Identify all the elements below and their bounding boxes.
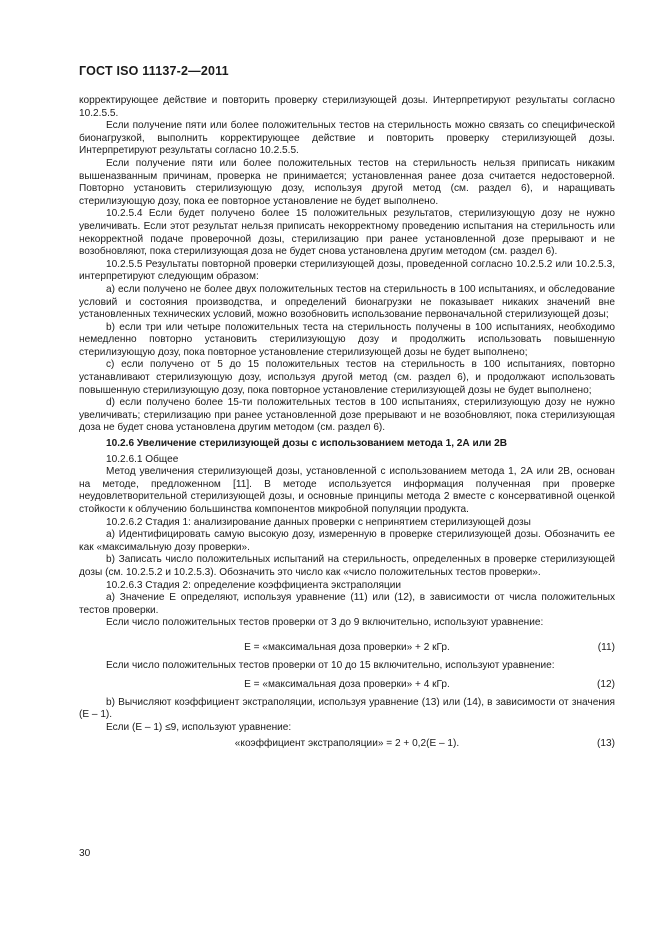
list-item-b: b) Вычисляют коэффициент экстраполяции, используя уравнение (13) или (14), в зависимости от значения (E – 1). — [79, 696, 615, 721]
formula-13 — [79, 738, 615, 751]
clause-10-2-5-4: 10.2.5.4 Если будет получено более 15 положительных результатов, стерилизующую дозу не нужно увеличивать. Если этот результат нельзя приписать некорректному проведению испытания на стерильность или некорректной подаче проверочной дозы, стерилизацию при ранее установленной дозе прерывают и не возобновляют, пока стерилизующая доза не будет снова установлена другим методом (см. раздел 6). — [79, 208, 615, 258]
list-item-d: d) если получено более 15-ти положительных тестов в 100 испытаниях, стерилизующую дозу не нужно увеличивать; стерилизацию при ранее установленной дозе прерывают и не возобновляют, пока стерилизующая доза не будет снова установлена другим методом (см. раздел 6). — [79, 397, 615, 434]
list-item-a: a) Значение E определяют, используя уравнение (11) или (12), в зависимости от числа положительных тестов проверки. — [79, 592, 615, 616]
list-item-a: a) если получено не более двух положительных тестов на стерильность в 100 испытаниях, и обследование условий и состояния производства, и определений бионагрузки не показывает никаких значений вне установленных технических условий, можно возобновить использование первоначальной стерилизующей дозы; — [79, 283, 615, 321]
list-item-c: c) если получено от 5 до 15 положительных тестов на стерильность в 100 испытаниях, повторно устанавливают стерилизующую дозу, используя другой метод (см. раздел 6), и продолжают использовать повышенную стерилизующую дозу, пока повторное установление стерилизующей дозы не будет выполнено; — [79, 359, 615, 396]
list-item-a: a) Идентифицировать самую высокую дозу, измеренную в проверке стерилизующей дозы. Обозначить ее как «максимальную дозу проверки». — [79, 529, 615, 553]
formula-text: E = «максимальная доза проверки» + 2 кГр. — [244, 641, 450, 653]
paragraph: Если получение пяти или более положительных тестов на стерильность нельзя приписать никаким вышеназванным причинам, проверка не принимается; установленная ранее доза считается недостоверной. Повторно установить стерилизующую дозу, используя другой метод (см. раздел 6), и наращивать стерилизующую дозу, пока ее повторное установление не будет выполнено. — [79, 157, 615, 207]
formula-number: (11) — [597, 641, 615, 653]
paragraph: Метод увеличения стерилизующей дозы, установленной с использованием метода 1, 2А или 2В, основан на методе, предложенном [11]. В методе используется информация полученная при проверке неудовлетворительной стерилизующей дозы, и основные принципы метода 2 вместе с консервативной оценкой стойкости к облучению большинства компонентов микробной популяции продукта. — [79, 466, 615, 515]
section-heading-10-2-6: 10.2.6 Увеличение стерилизующей дозы с использованием метода 1, 2А или 2В — [106, 438, 508, 450]
clause-10-2-5-5: 10.2.5.5 Результаты повторной проверки стерилизующей дозы, проведенной согласно 10.2.5.2 или 10.2.5.3, интерпретируют следующим образом: — [79, 258, 615, 283]
list-item-b: b) если три или четыре положительных теста на стерильность получены в 100 испытаниях, необходимо немедленно повторно установить стерилизующую дозу и продолжить использовать повышенную стерилизующую дозу, пока повторное установление стерилизующей дозы не будет выполнено; — [79, 321, 615, 358]
subsection-heading-10-2-6-2: 10.2.6.2 Стадия 1: анализирование данных проверки с непринятием стерилизующей дозы — [106, 516, 531, 528]
formula-number: (13) — [597, 738, 615, 750]
formula-text: E = «максимальная доза проверки» + 4 кГр. — [244, 678, 450, 690]
subsection-heading-10-2-6-1: 10.2.6.1 Общее — [106, 453, 179, 465]
formula-12 — [79, 679, 615, 692]
paragraph: Если (E – 1) ≤9, используют уравнение: — [106, 721, 292, 733]
page-number: 30 — [79, 848, 91, 859]
paragraph: Если число положительных тестов проверки от 10 до 15 включительно, используют уравнение: — [106, 659, 555, 671]
formula-number: (12) — [597, 678, 615, 690]
paragraph: Если число положительных тестов проверки от 3 до 9 включительно, используют уравнение: — [106, 617, 544, 629]
subsection-heading-10-2-6-3: 10.2.6.3 Стадия 2: определение коэффициента экстраполяции — [106, 579, 402, 591]
list-item-b: b) Записать число положительных испытаний на стерильность, определенных в проверке стерилизующей дозы (см. 10.2.5.2 и 10.2.5.3). Обозначить это число как «число положительных тестов проверки». — [79, 554, 615, 578]
paragraph: корректирующее действие и повторить проверку стерилизующей дозы. Интерпретируют результаты согласно 10.2.5.5. — [79, 95, 615, 119]
formula-11 — [79, 642, 615, 655]
document-body — [79, 95, 615, 751]
document-header: ГОСТ ISO 11137-2—2011 — [79, 64, 229, 78]
paragraph: Если получение пяти или более положительных тестов на стерильность можно связать со специфической бионагрузкой, выполнить корректирующее действие и повторить проверку стерилизующей дозы. Интерпретируют результаты согласно 10.2.5.5. — [79, 120, 615, 157]
formula-text: «коэффициент экстраполяции» = 2 + 0,2(E – 1). — [234, 738, 460, 750]
